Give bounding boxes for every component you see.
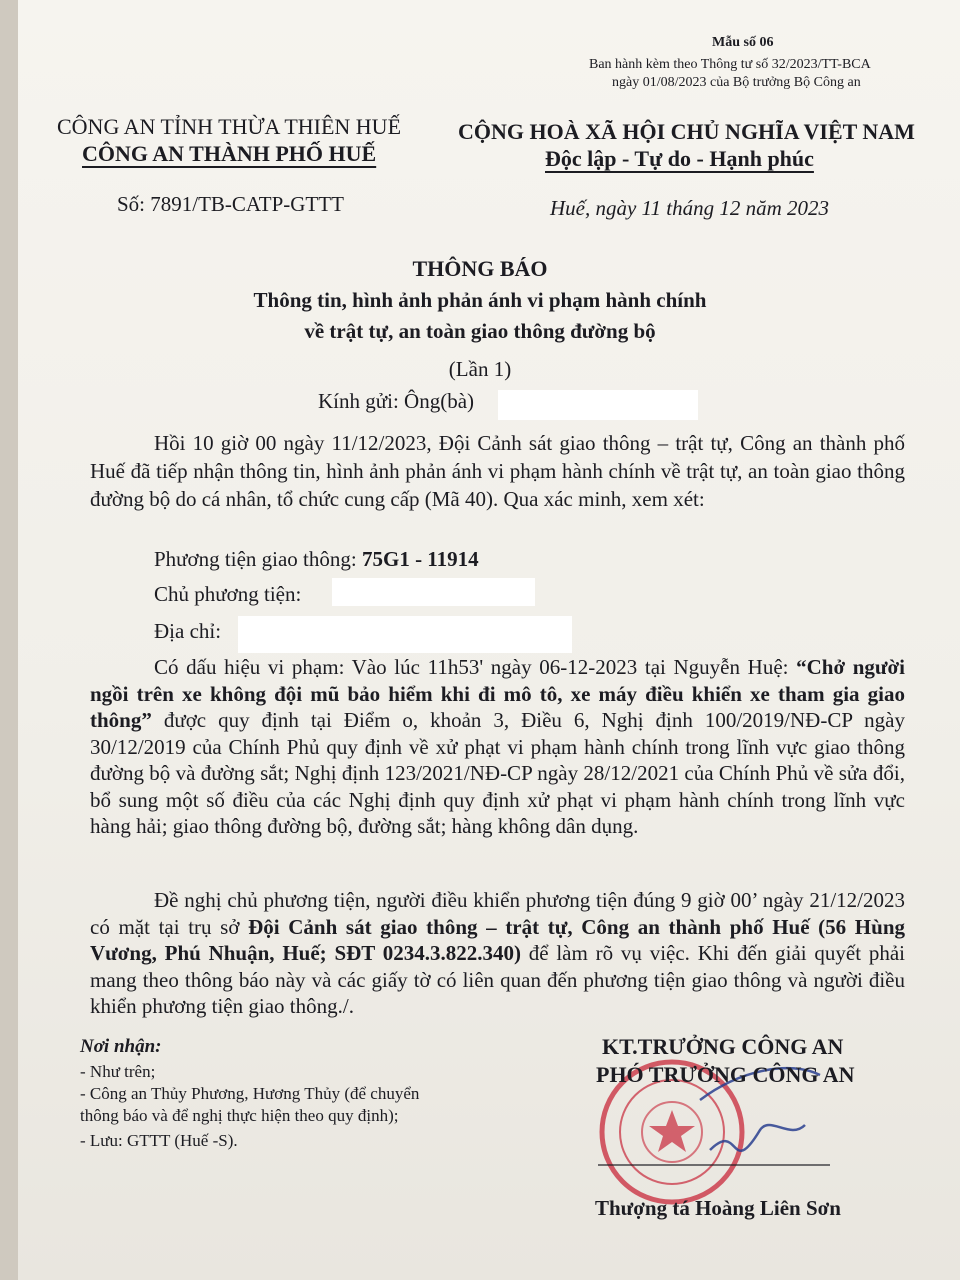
national-motto: Độc lập - Tự do - Hạnh phúc bbox=[545, 146, 814, 171]
agency-parent: CÔNG AN TỈNH THỪA THIÊN HUẾ bbox=[57, 114, 402, 139]
intro-paragraph: Hồi 10 giờ 00 ngày 11/12/2023, Đội Cảnh sát giao thông – trật tự, Công an thành phố Huế đã tiếp nhận thông tin, hình ảnh phản ánh vi phạm hành chính về trật tự, an toàn giao thông đường bộ do cá nhân, tổ chức cung cấp (Mã 40). Qua xác minh, xem xét: bbox=[90, 431, 905, 511]
vehicle-line bbox=[154, 547, 479, 572]
recipient-item: - Như trên; bbox=[80, 1062, 156, 1081]
recipient-item: - Công an Thủy Phương, Hương Thủy (để chuyển bbox=[80, 1084, 420, 1103]
redacted-address bbox=[238, 616, 572, 653]
signature-title-line1: KT.TRƯỞNG CÔNG AN bbox=[602, 1034, 844, 1059]
redacted-owner-name bbox=[332, 578, 535, 606]
agency-name: CÔNG AN THÀNH PHỐ HUẾ bbox=[82, 141, 377, 166]
greeting: Kính gửi: Ông(bà) bbox=[318, 389, 475, 413]
attempt-number: (Lần 1) bbox=[448, 357, 512, 381]
vehicle-label: Phương tiện giao thông: bbox=[154, 547, 357, 571]
document-number: Số: 7891/TB-CATP-GTTT bbox=[117, 192, 344, 216]
request-office: Đội Cảnh sát giao thông – trật tự, Công an thành phố Huế (56 Hùng Vương, Phú Nhuận, Huế; SĐT 0234.3.822.340) bbox=[90, 914, 906, 965]
subtitle-line1: Thông tin, hình ảnh phản ánh vi phạm hành chính bbox=[253, 288, 707, 312]
violation-paragraph bbox=[90, 654, 905, 840]
recipient-item: thông báo và để nghị thực hiện theo quy định); bbox=[80, 1106, 399, 1125]
recipient-item: - Lưu: GTTT (Huế -S). bbox=[80, 1131, 238, 1150]
form-issued-line2: ngày 01/08/2023 của Bộ trưởng Bộ Công an bbox=[612, 75, 861, 90]
request-tail: để làm rõ vụ việc. Khi đến giải quyết phải mang theo thông báo này và các giấy tờ có liên quan đến phương tiện giao thông và người điều khiển phương tiện giao thông./. bbox=[90, 941, 905, 1018]
request-paragraph bbox=[90, 887, 905, 1020]
republic-name: CỘNG HOÀ XÃ HỘI CHỦ NGHĨA VIỆT NAM bbox=[458, 119, 915, 144]
address-label: Địa chỉ: bbox=[154, 619, 222, 643]
document-title: THÔNG BÁO bbox=[412, 256, 548, 281]
form-number: Mẫu số 06 bbox=[712, 35, 774, 50]
form-issued-line1: Ban hành kèm theo Thông tư số 32/2023/TT-BCA bbox=[589, 57, 871, 72]
recipients-title: Nơi nhận: bbox=[80, 1036, 162, 1057]
violation-lead: Có dấu hiệu vi phạm: Vào lúc 11h53' ngày 06-12-2023 tại Nguyễn Huệ: bbox=[154, 655, 797, 679]
redacted-recipient-name bbox=[498, 390, 698, 420]
violation-legal-basis: được quy định tại Điểm o, khoản 3, Điều 6, Nghị định 100/2019/NĐ-CP ngày 30/12/2019 của Chính Phủ quy định về xử phạt vi phạm hành chính trong lĩnh vực giao thông đường bộ và đường sắt; Nghị định 123/2021/NĐ-CP ngày 28/12/2021 của Chính Phủ về sửa đổi, bổ sung một số điều của các Nghị định quy định xử phạt vi phạm hành chính trong lĩnh vực hàng hải; giao thông đường bộ, đường sắt; hàng không dân dụng. bbox=[90, 708, 905, 838]
signature-title-line2: PHÓ TRƯỞNG CÔNG AN bbox=[596, 1062, 855, 1087]
place-date: Huế, ngày 11 tháng 12 năm 2023 bbox=[550, 196, 829, 220]
request-lead: Đề nghị chủ phương tiện, người điều khiển phương tiện đúng 9 giờ 00’ ngày 21/12/2023 có mặt tại trụ sở bbox=[90, 888, 905, 939]
subtitle-line2: về trật tự, an toàn giao thông đường bộ bbox=[304, 319, 656, 343]
license-plate: 75G1 - 11914 bbox=[361, 547, 479, 571]
owner-label: Chủ phương tiện: bbox=[154, 582, 302, 606]
violation-offense: “Chở người ngồi trên xe không đội mũ bảo hiểm khi đi mô tô, xe máy điều khiển xe tham gia giao thông” bbox=[90, 655, 905, 732]
signer-name: Thượng tá Hoàng Liên Sơn bbox=[595, 1196, 841, 1220]
